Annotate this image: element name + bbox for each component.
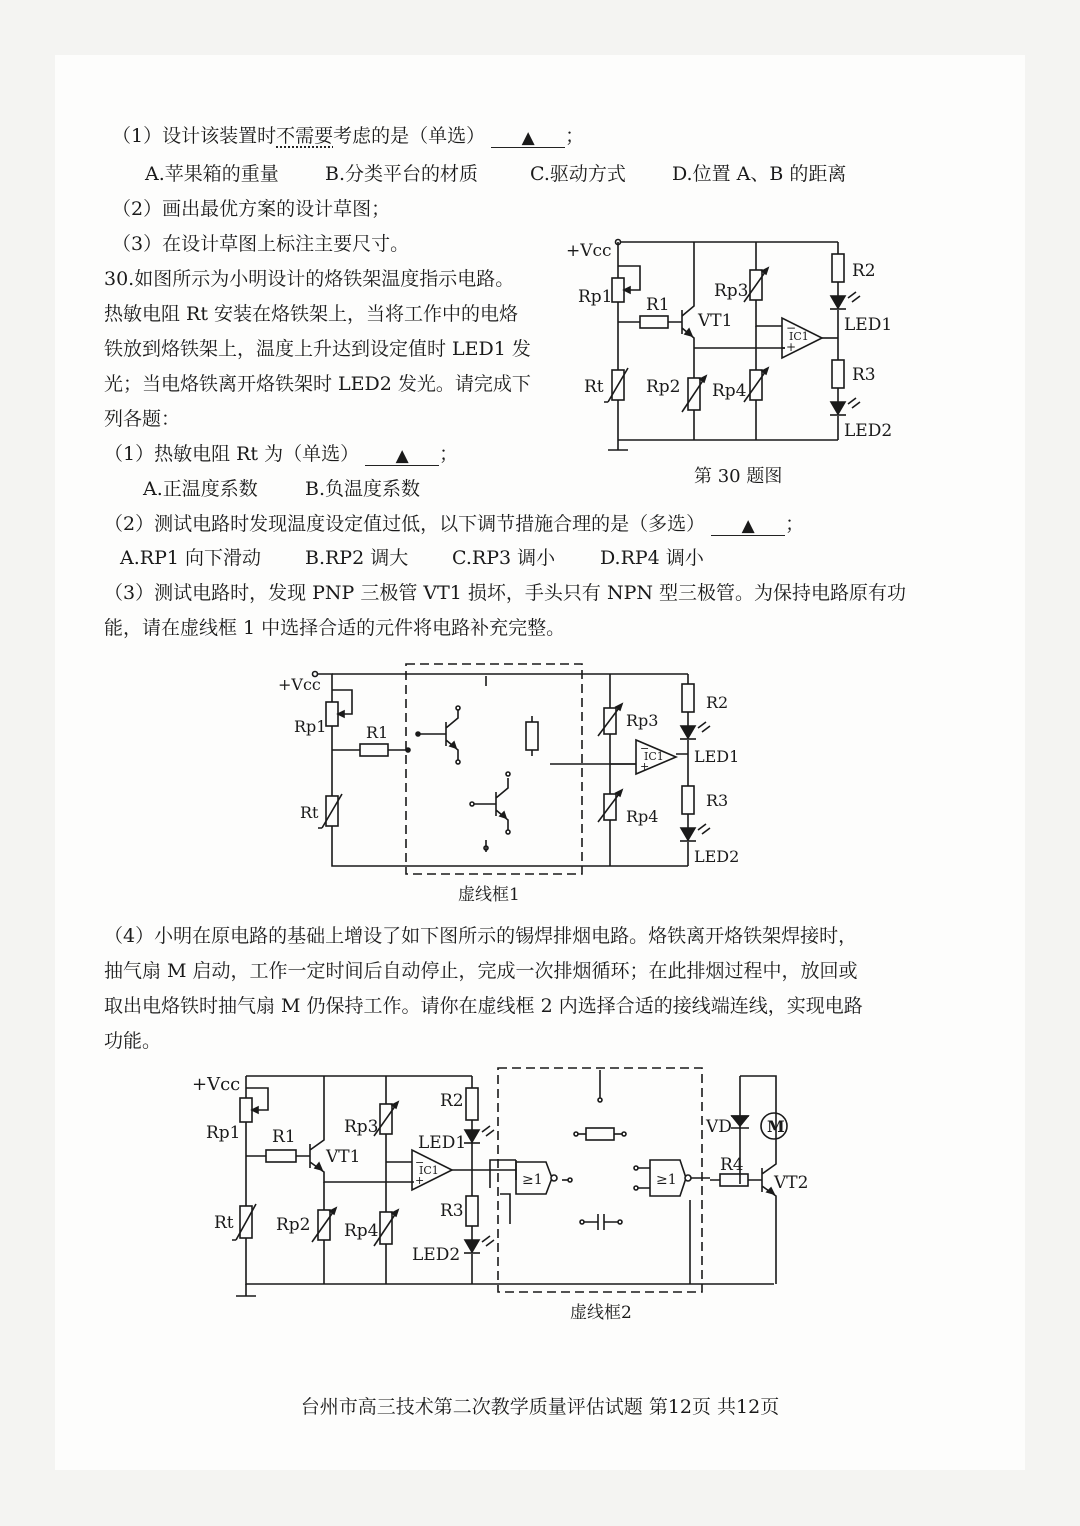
r1-label: R1 bbox=[366, 723, 389, 742]
q29-option-a: A.苹果箱的重量 bbox=[145, 163, 279, 185]
ic1-minus: − bbox=[786, 321, 797, 335]
q30-sub4-line: 抽气扇 M 启动，工作一定时间后自动停止，完成一次排烟循环；在此排烟过程中，放回或 bbox=[104, 960, 858, 982]
vt1-label: VT1 bbox=[698, 311, 733, 331]
page-footer: 台州市高三技术第二次教学质量评估试题 第12页 共12页 bbox=[300, 1396, 780, 1418]
vt1-label: VT1 bbox=[326, 1147, 361, 1167]
rp2-label: Rp2 bbox=[276, 1215, 311, 1235]
q30-sub2-option-b: B.RP2 调大 bbox=[305, 547, 409, 569]
or-gate-2-label: ≥1 bbox=[656, 1172, 677, 1188]
vcc-label: +Vcc bbox=[278, 675, 321, 694]
ic1-label: IC1 bbox=[644, 750, 664, 763]
rp3-label: Rp3 bbox=[626, 711, 659, 730]
ic1-plus: + bbox=[415, 1174, 425, 1187]
led2-label: LED2 bbox=[694, 847, 740, 866]
ic1-label: IC1 bbox=[419, 1164, 439, 1177]
rt-label: Rt bbox=[214, 1213, 234, 1233]
led2-label: LED2 bbox=[844, 421, 893, 441]
q30-sub2-option-c: C.RP3 调小 bbox=[452, 547, 556, 569]
ic1-minus: − bbox=[415, 1156, 425, 1169]
r3-label: R3 bbox=[706, 791, 729, 810]
q29-sub3: （3）在设计草图上标注主要尺寸。 bbox=[112, 233, 410, 255]
frame1-circuit bbox=[270, 660, 770, 885]
vcc-label: +Vcc bbox=[566, 241, 612, 261]
rp1-label: Rp1 bbox=[206, 1123, 241, 1143]
rp4-label: Rp4 bbox=[626, 807, 659, 826]
frame1-labels bbox=[278, 675, 739, 866]
dashed-frame-1 bbox=[406, 664, 582, 874]
q30-intro-line: 光；当电烙铁离开烙铁架时 LED2 发光。请完成下 bbox=[104, 373, 531, 395]
q30-sub4-line: 功能。 bbox=[104, 1030, 162, 1052]
q29-option-c: C.驱动方式 bbox=[530, 163, 626, 185]
rp3-label: Rp3 bbox=[344, 1117, 379, 1137]
r2-label: R2 bbox=[706, 693, 729, 712]
q30-sub1-option-a: A.正温度系数 bbox=[143, 478, 258, 500]
answer-blank: ▲ bbox=[491, 125, 565, 148]
motor-label: M bbox=[767, 1117, 785, 1136]
rp1-label: Rp1 bbox=[578, 287, 613, 307]
q30-sub3-line: （3）测试电路时，发现 PNP 三极管 VT1 损坏，手头只有 NPN 型三极管。为保持电路原有功 bbox=[104, 582, 907, 604]
q30-intro-line: 铁放到烙铁架上，温度上升达到设定值时 LED1 发 bbox=[104, 338, 531, 360]
q30-intro-line: 30.如图所示为小明设计的烙铁架温度指示电路。 bbox=[104, 268, 515, 290]
ic1-plus: + bbox=[640, 760, 650, 773]
q30-sub1-option-b: B.负温度系数 bbox=[305, 478, 421, 500]
answer-blank: ▲ bbox=[711, 513, 785, 536]
figure-30-caption: 第 30 题图 bbox=[694, 466, 783, 487]
r3-label: R3 bbox=[440, 1201, 464, 1221]
q30-sub1: （1）热敏电阻 Rt 为（单选） ▲ ； bbox=[104, 443, 459, 466]
or-gate-1-label: ≥1 bbox=[522, 1172, 543, 1188]
r2-label: R2 bbox=[852, 261, 876, 281]
q30-sub2-option-d: D.RP4 调小 bbox=[600, 547, 704, 569]
q30-sub3-line: 能，请在虚线框 1 中选择合适的元件将电路补充完整。 bbox=[104, 617, 566, 639]
wires bbox=[236, 1076, 776, 1296]
ic1-plus: + bbox=[786, 340, 797, 354]
r2-label: R2 bbox=[440, 1091, 464, 1111]
q30-intro-line: 列各题： bbox=[104, 408, 181, 430]
vt2-label: VT2 bbox=[774, 1173, 809, 1193]
rt-label: Rt bbox=[300, 803, 319, 822]
frame2-circuit bbox=[190, 1064, 810, 1304]
q29-option-b: B.分类平台的材质 bbox=[325, 163, 479, 185]
led2-label: LED2 bbox=[412, 1245, 461, 1265]
ic1-minus: − bbox=[640, 742, 650, 755]
q30-sub4-line: 取出电烙铁时抽气扇 M 仍保持工作。请你在虚线框 2 内选择合适的接线端连线，实现电路 bbox=[104, 995, 863, 1017]
vcc-label: +Vcc bbox=[192, 1074, 241, 1095]
q30-sub2-option-a: A.RP1 向下滑动 bbox=[120, 547, 261, 569]
frame2-caption: 虚线框2 bbox=[570, 1303, 632, 1323]
rp1-label: Rp1 bbox=[294, 717, 327, 736]
q29-sub1: （1）设计该装置时不需要考虑的是（单选） ▲ ； bbox=[112, 125, 585, 148]
figure-30-circuit bbox=[560, 230, 900, 460]
q29-sub2: （2）画出最优方案的设计草图； bbox=[112, 198, 391, 220]
wires bbox=[313, 672, 689, 867]
r4-label: R4 bbox=[720, 1155, 744, 1175]
led1-label: LED1 bbox=[418, 1133, 467, 1153]
rp2-label: Rp2 bbox=[646, 377, 681, 397]
vd-label: VD bbox=[706, 1117, 732, 1137]
q29-option-d: D.位置 A、B 的距离 bbox=[672, 163, 847, 185]
answer-blank: ▲ bbox=[365, 443, 439, 466]
q30-sub2: （2）测试电路时发现温度设定值过低，以下调节措施合理的是（多选） ▲ ； bbox=[104, 513, 805, 536]
wires bbox=[608, 240, 838, 451]
q30-intro-line: 热敏电阻 Rt 安装在烙铁架上，当将工作中的电烙 bbox=[104, 303, 519, 325]
led1-label: LED1 bbox=[844, 315, 893, 335]
rp4-label: Rp4 bbox=[712, 381, 747, 401]
frame1-terminals bbox=[416, 676, 538, 852]
frame1-caption: 虚线框1 bbox=[458, 885, 520, 905]
r3-label: R3 bbox=[852, 365, 876, 385]
ic1-label: IC1 bbox=[789, 330, 809, 343]
rt-label: Rt bbox=[584, 377, 604, 397]
q30-sub4-line: （4）小明在原电路的基础上增设了如下图所示的锡焊排烟电路。烙铁离开烙铁架焊接时， bbox=[104, 925, 858, 947]
rp4-label: Rp4 bbox=[344, 1221, 379, 1241]
r1-label: R1 bbox=[272, 1127, 296, 1147]
r1-label: R1 bbox=[646, 295, 670, 315]
led1-label: LED1 bbox=[694, 747, 740, 766]
rp3-label: Rp3 bbox=[714, 281, 749, 301]
